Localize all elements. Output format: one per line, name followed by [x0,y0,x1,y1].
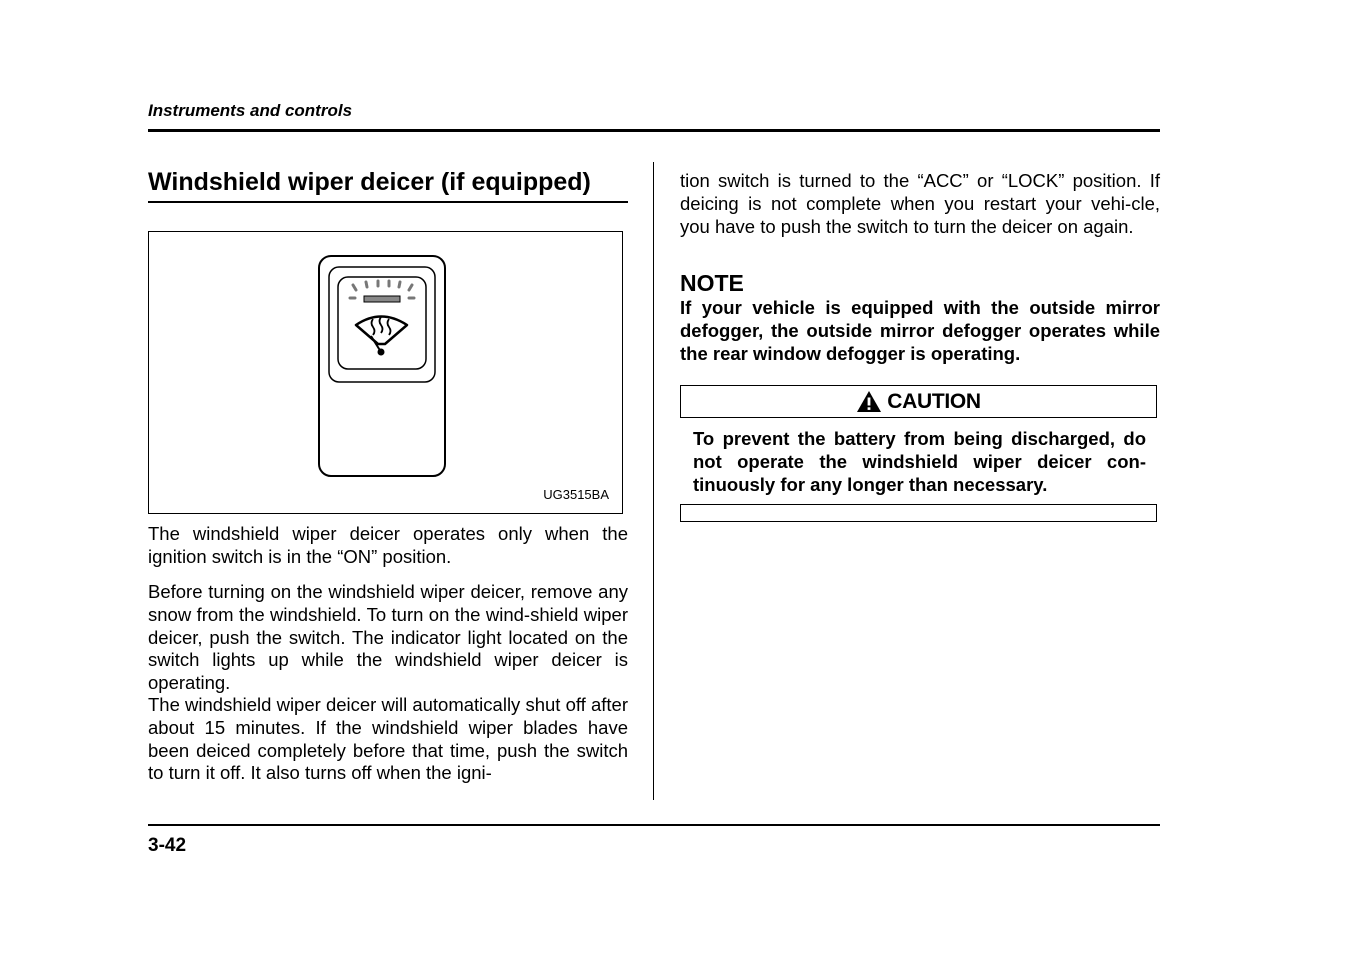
figure-code: UG3515BA [543,487,609,502]
paragraph-continued: tion switch is turned to the “ACC” or “LOCK” position. If deicing is not complete when you restart your vehi-cle, you have to push the switch to turn the deicer on again. [680,170,1160,237]
windshield-deicer-switch-icon [149,232,622,513]
paragraph-auto-off: The windshield wiper deicer will automatically shut off after about 15 minutes. If the windshield wiper blades have been deiced completely before that time, push the switch to turn it off. It also turns off when the igni- [148,694,628,784]
section-title: Instruments and controls [148,101,353,120]
caution-text: To prevent the battery from being discharged, do not operate the windshield wiper deicer con-tinuously for any longer than necessary. [693,428,1146,495]
page-number: 3-42 [148,835,187,856]
warning-triangle-icon [856,390,882,413]
paragraph-operation: The windshield wiper deicer operates only when the ignition switch is in the “ON” position. [148,523,628,567]
caution-label: CAUTION [887,389,981,413]
page-heading: Windshield wiper deicer (if equipped) [148,168,628,203]
note-heading: NOTE [680,270,744,296]
header-rule [148,129,1160,132]
caution-header [680,385,1157,418]
note-text: If your vehicle is equipped with the outside mirror defogger, the outside mirror defogger operates while the rear window defogger is operating. [680,297,1160,364]
column-divider [653,162,654,800]
footer-rule [148,824,1160,826]
paragraph-turn-on: Before turning on the windshield wiper deicer, remove any snow from the windshield. To turn on the wind-shield wiper deicer, push the switch. The indicator light located on the switch lights up while the windshield wiper deicer is operating. [148,581,628,694]
caution-footer-bar [680,504,1157,522]
switch-figure [148,231,623,514]
